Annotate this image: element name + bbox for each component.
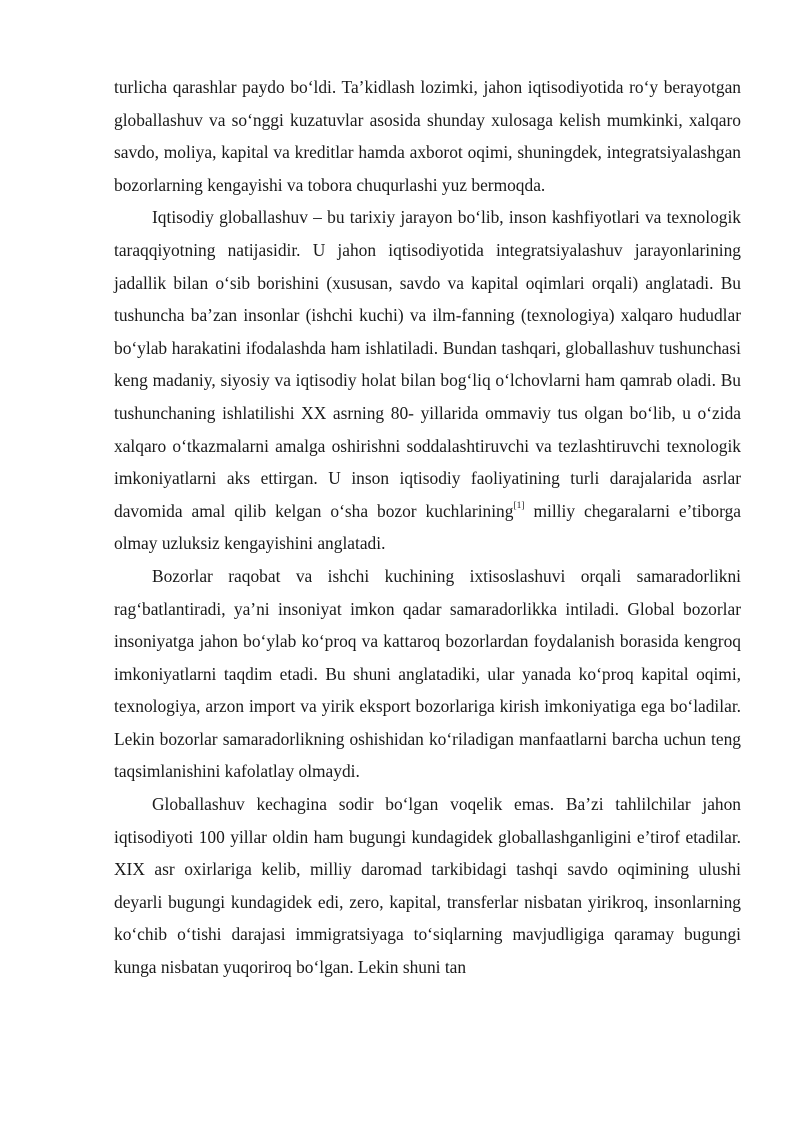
paragraph-2-text-before: Iqtisodiy globallashuv – bu tarixiy jarayon bo‘lib, inson kashfiyotlari va texnologik taraqqiyotning natijasidir. U jahon iqtisodiyotida integratsiyalashuv jarayonlarining jadallik bilan o‘sib borishini (xususan, savdo va kapital oqimlari orqali) anglatadi. Bu tushuncha ba’zan insonlar (ishchi kuchi) va ilm-fanning (texnologiya) xalqaro hududlar bo‘ylab harakatini ifodalashda ham ishlatiladi. Bundan tashqari, globallashuv tushunchasi keng madaniy, siyosiy va iqtisodiy holat bilan bog‘liq o‘lchovlarni ham qamrab oladi. Bu tushunchaning ishlatilishi XX asrning 80- yillarida ommaviy tus olgan bo‘lib, u o‘zida xalqaro o‘tkazmalarni amalga oshirishni soddalashtiruvchi va tezlashtiruvchi texnologik imkoniyatlarni aks ettirgan. U inson iqtisodiy faoliyatining turli darajalarida asrlar davomida amal qilib kelgan o‘sha bozor kuchlarining [114,207,741,521]
paragraph-2 [114,201,741,560]
footnote-reference[interactable]: [1] [513,500,525,511]
paragraph-4: Globallashuv kechagina sodir bo‘lgan voqelik emas. Ba’zi tahlilchilar jahon iqtisodiyoti 100 yillar oldin ham bugungi kundagidek globallashganligini e’tirof etadilar. XIX asr oxirlariga kelib, milliy daromad tarkibidagi tashqi savdo oqimining ulushi deyarli bugungi kundagidek edi, zero, kapital, transferlar nisbatan yirikroq, insonlarning ko‘chib o‘tishi darajasi immigratsiyaga to‘siqlarning mavjudligiga qaramay bugungi kunga nisbatan yuqoriroq bo‘lgan. Lekin shuni tan [114,794,741,978]
paragraph-2-text-after: milliy chegaralarni e’tiborga olmay uzluksiz kengayishini anglatadi. [114,500,741,554]
paragraph-3: Bozorlar raqobat va ishchi kuchining ixtisoslashuvi orqali samaradorlikni rag‘batlantiradi, ya’ni insoniyat imkon qadar samaradorlikka intiladi. Global bozorlar insoniyatga jahon bo‘ylab ko‘proq va kattaroq bozorlardan foydalanish borasida kengroq imkoniyatlarni taqdim etadi. Bu shuni anglatadiki, ular yanada ko‘proq kapital oqimi, texnologiya, arzon import va yirik eksport bozorlariga kirish imkoniyatiga ega bo‘ladilar. Lekin bozorlar samaradorlikning oshishidan ko‘riladigan manfaatlarni barcha uchun teng taqsimlanishini kafolatlay olmaydi. [114,565,741,782]
document-body [114,71,741,984]
paragraph-1: turlicha qarashlar paydo bo‘ldi. Ta’kidlash lozimki, jahon iqtisodiyotida ro‘y berayotgan globallashuv va so‘nggi kuzatuvlar asosida shunday xulosaga kelish mumkinki, xalqaro savdo, moliya, kapital va kreditlar hamda axborot oqimi, shuningdek, integratsiyalashgan bozorlarning kengayishi va tobora chuqurlashi yuz bermoqda. [114,77,741,195]
